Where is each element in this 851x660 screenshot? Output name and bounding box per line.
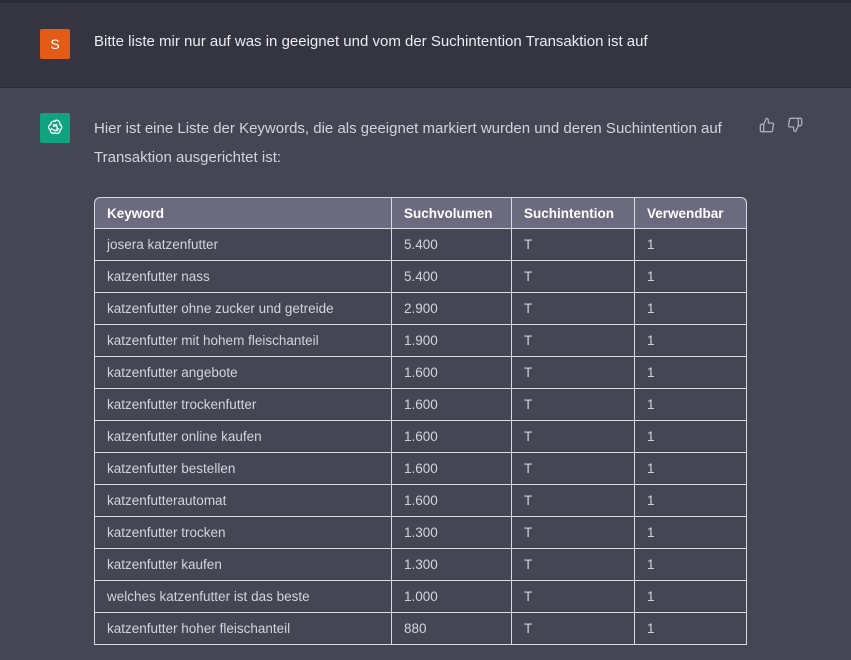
cell-keyword: welches katzenfutter ist das beste xyxy=(94,581,392,613)
assistant-intro-text: Hier ist eine Liste der Keywords, die als geeignet markiert wurden und deren Suchintention auf Transaktion ausgerichtet ist: xyxy=(94,120,722,166)
cell-keyword: katzenfutter mit hohem fleischanteil xyxy=(94,325,392,357)
cell-suchvolumen: 1.600 xyxy=(392,453,512,485)
cell-verwendbar: 1 xyxy=(635,357,747,389)
table-row xyxy=(94,581,747,613)
table-row xyxy=(94,229,747,261)
cell-verwendbar: 1 xyxy=(635,613,747,645)
cell-verwendbar: 1 xyxy=(635,549,747,581)
table-header-row xyxy=(94,197,747,229)
cell-verwendbar: 1 xyxy=(635,517,747,549)
table-row xyxy=(94,453,747,485)
cell-suchintention: T xyxy=(512,453,635,485)
openai-logo-icon xyxy=(40,113,70,143)
cell-suchvolumen: 2.900 xyxy=(392,293,512,325)
table-row xyxy=(94,357,747,389)
cell-verwendbar: 1 xyxy=(635,229,747,261)
thumbs-up-icon[interactable] xyxy=(758,116,776,134)
table-row xyxy=(94,485,747,517)
cell-verwendbar: 1 xyxy=(635,485,747,517)
column-header-keyword: Keyword xyxy=(94,197,392,229)
cell-suchvolumen: 1.300 xyxy=(392,549,512,581)
cell-verwendbar: 1 xyxy=(635,325,747,357)
cell-keyword: katzenfutter bestellen xyxy=(94,453,392,485)
table-row xyxy=(94,549,747,581)
cell-keyword: katzenfutter trockenfutter xyxy=(94,389,392,421)
table-row xyxy=(94,261,747,293)
cell-keyword: josera katzenfutter xyxy=(94,229,392,261)
table-row xyxy=(94,389,747,421)
keyword-table xyxy=(94,197,747,645)
table-row xyxy=(94,325,747,357)
cell-suchintention: T xyxy=(512,261,635,293)
column-header-verwendbar: Verwendbar xyxy=(635,197,747,229)
cell-suchvolumen: 5.400 xyxy=(392,229,512,261)
table-row xyxy=(94,421,747,453)
cell-keyword: katzenfutter hoher fleischanteil xyxy=(94,613,392,645)
cell-verwendbar: 1 xyxy=(635,389,747,421)
cell-keyword: katzenfutter angebote xyxy=(94,357,392,389)
cell-suchintention: T xyxy=(512,421,635,453)
cell-suchvolumen: 1.600 xyxy=(392,421,512,453)
cell-verwendbar: 1 xyxy=(635,581,747,613)
cell-verwendbar: 1 xyxy=(635,293,747,325)
cell-keyword: katzenfutter ohne zucker und getreide xyxy=(94,293,392,325)
thumbs-down-icon[interactable] xyxy=(786,116,804,134)
cell-suchvolumen: 1.600 xyxy=(392,389,512,421)
cell-suchvolumen: 1.000 xyxy=(392,581,512,613)
cell-verwendbar: 1 xyxy=(635,421,747,453)
assistant-message xyxy=(0,88,851,660)
cell-suchvolumen: 1.600 xyxy=(392,485,512,517)
cell-verwendbar: 1 xyxy=(635,261,747,293)
cell-suchintention: T xyxy=(512,613,635,645)
cell-suchintention: T xyxy=(512,293,635,325)
column-header-suchvolumen: Suchvolumen xyxy=(392,197,512,229)
table-body xyxy=(94,229,747,645)
user-message-text: Bitte liste mir nur auf was in geeignet und vom der Suchintention Transaktion ist auf xyxy=(94,33,648,50)
cell-suchintention: T xyxy=(512,389,635,421)
user-avatar: S xyxy=(40,29,70,59)
table-row xyxy=(94,517,747,549)
cell-suchintention: T xyxy=(512,229,635,261)
cell-suchintention: T xyxy=(512,517,635,549)
cell-suchvolumen: 1.600 xyxy=(392,357,512,389)
table-row xyxy=(94,293,747,325)
keyword-table-container xyxy=(94,197,747,645)
cell-suchintention: T xyxy=(512,325,635,357)
cell-suchintention: T xyxy=(512,357,635,389)
cell-suchintention: T xyxy=(512,485,635,517)
user-message xyxy=(0,3,851,88)
cell-suchvolumen: 5.400 xyxy=(392,261,512,293)
cell-suchintention: T xyxy=(512,549,635,581)
cell-keyword: katzenfutter kaufen xyxy=(94,549,392,581)
cell-suchvolumen: 1.300 xyxy=(392,517,512,549)
cell-suchvolumen: 1.900 xyxy=(392,325,512,357)
cell-verwendbar: 1 xyxy=(635,453,747,485)
table-row xyxy=(94,613,747,645)
cell-keyword: katzenfutterautomat xyxy=(94,485,392,517)
cell-keyword: katzenfutter trocken xyxy=(94,517,392,549)
cell-keyword: katzenfutter nass xyxy=(94,261,392,293)
cell-suchvolumen: 880 xyxy=(392,613,512,645)
column-header-suchintention: Suchintention xyxy=(512,197,635,229)
cell-keyword: katzenfutter online kaufen xyxy=(94,421,392,453)
cell-suchintention: T xyxy=(512,581,635,613)
